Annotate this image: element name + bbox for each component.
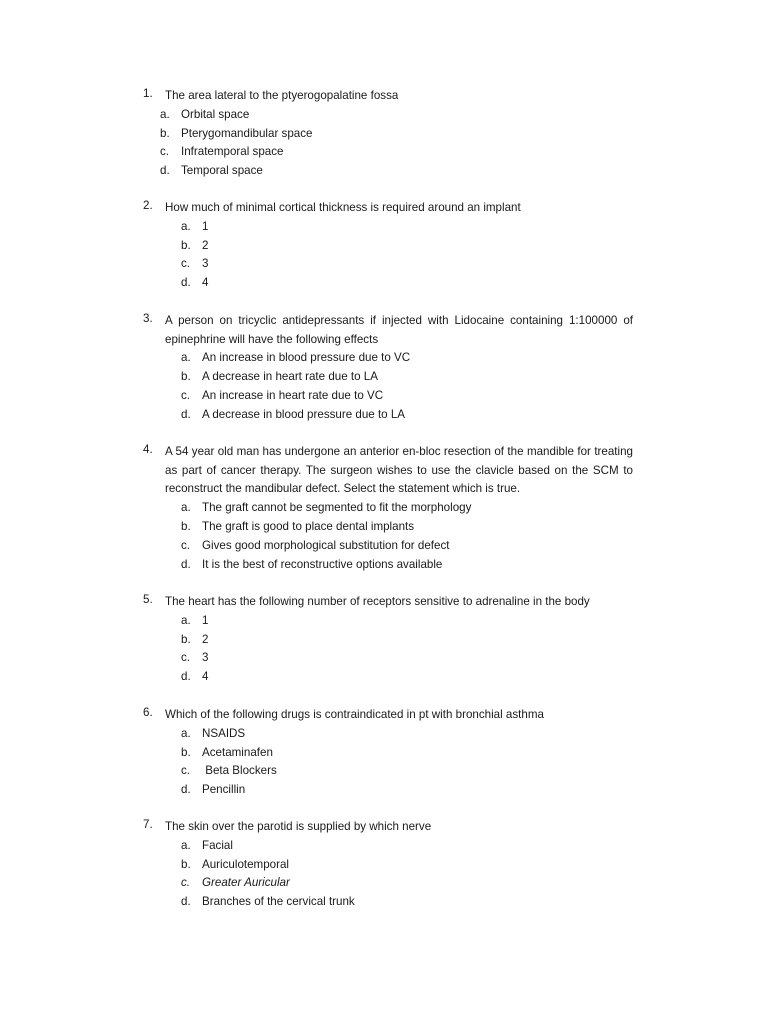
question-text: A person on tricyclic antidepressants if injected with Lidocaine containing 1:100000 of epinephrine will have the following effects <box>165 314 633 346</box>
option-letter: c. <box>181 538 191 552</box>
option-text: 1 <box>202 219 209 233</box>
option-letter: b. <box>181 632 191 646</box>
option-letter: d. <box>181 557 191 571</box>
option-b <box>181 631 633 650</box>
option-text: NSAIDS <box>202 726 246 740</box>
question-6 <box>143 706 633 800</box>
option-letter: d. <box>160 164 170 178</box>
option-text: An increase in heart rate due to VC <box>202 389 384 402</box>
option-text: Facial <box>202 838 233 852</box>
option-text: A decrease in blood pressure due to LA <box>202 407 406 421</box>
option-text: Gives good morphological substitution for defect <box>202 538 450 552</box>
option-letter: c. <box>181 876 191 890</box>
option-a <box>181 349 633 368</box>
option-d <box>181 668 633 687</box>
option-letter: b. <box>181 519 191 533</box>
question-7 <box>143 818 633 912</box>
option-letter: b. <box>181 857 191 871</box>
question-text: The area lateral to the ptyerogopalatine fossa <box>165 89 399 102</box>
option-b <box>181 744 633 763</box>
option-letter: a. <box>181 351 191 365</box>
question-text: Which of the following drugs is contraindicated in pt with bronchial asthma <box>165 708 544 721</box>
option-text: Pterygomandibular space <box>181 126 313 140</box>
option-c <box>181 537 633 556</box>
option-c <box>181 387 633 406</box>
option-d <box>181 274 633 293</box>
option-letter: c. <box>181 257 191 271</box>
option-text: 3 <box>202 257 209 271</box>
option-c <box>181 649 633 668</box>
option-c <box>181 874 633 893</box>
option-text: 3 <box>202 651 209 665</box>
question-number: 7. <box>143 818 153 831</box>
option-text: 2 <box>202 632 209 646</box>
question-text: A 54 year old man has undergone an anterior en-bloc resection of the mandible for treating as part of cancer therapy. The surgeon wishes to use the clavicle based on the SCM to reconstruct the mandibular defect. Select the statement which is true. <box>165 445 633 496</box>
option-a <box>181 218 633 237</box>
option-letter: c. <box>160 145 170 159</box>
question-text: How much of minimal cortical thickness is required around an implant <box>165 201 521 214</box>
option-text: Infratemporal space <box>181 145 284 159</box>
option-a <box>181 837 633 856</box>
option-c <box>181 762 633 781</box>
option-d <box>181 893 633 912</box>
question-number: 6. <box>143 706 153 719</box>
option-letter: a. <box>181 501 191 515</box>
option-text: 4 <box>202 670 209 684</box>
option-a <box>181 612 633 631</box>
question-number: 3. <box>143 312 153 325</box>
option-a <box>181 499 633 518</box>
question-text: The heart has the following number of receptors sensitive to adrenaline in the body <box>165 595 590 608</box>
option-text: An increase in blood pressure due to VC <box>202 351 411 365</box>
option-text: Greater Auricular <box>202 876 290 890</box>
option-text: Orbital space <box>181 107 250 121</box>
option-a <box>160 106 633 125</box>
question-5 <box>143 593 633 687</box>
option-letter: b. <box>181 238 191 252</box>
option-letter: a. <box>160 107 170 121</box>
option-letter: b. <box>181 745 191 759</box>
option-text: Pencillin <box>202 783 246 797</box>
option-text: It is the best of reconstructive options available <box>202 557 443 571</box>
question-number: 2. <box>143 199 153 212</box>
question-1 <box>143 87 633 181</box>
option-b <box>181 237 633 256</box>
option-c <box>181 255 633 274</box>
option-letter: d. <box>181 276 191 290</box>
option-text: Beta Blockers <box>202 764 277 778</box>
option-letter: b. <box>181 370 191 384</box>
option-d <box>181 781 633 800</box>
question-number: 4. <box>143 443 153 456</box>
option-letter: a. <box>181 838 191 852</box>
option-d <box>181 406 633 425</box>
option-b <box>181 856 633 875</box>
question-number: 5. <box>143 593 153 606</box>
option-b <box>160 125 633 144</box>
option-d <box>160 162 633 181</box>
option-text: The graft cannot be segmented to fit the morphology <box>202 501 472 515</box>
option-letter: d. <box>181 670 191 684</box>
option-text: Auriculotemporal <box>202 857 289 871</box>
option-text: Acetaminafen <box>202 745 273 759</box>
question-4 <box>143 443 633 574</box>
option-letter: a. <box>181 219 191 233</box>
option-text: Branches of the cervical trunk <box>202 895 355 909</box>
option-letter: d. <box>181 783 191 797</box>
option-text: 1 <box>202 613 209 627</box>
option-b <box>181 368 633 387</box>
option-letter: a. <box>181 726 191 740</box>
option-letter: c. <box>181 764 191 778</box>
option-text: 4 <box>202 276 209 290</box>
option-letter: d. <box>181 895 191 909</box>
option-text: A decrease in heart rate due to LA <box>202 370 378 384</box>
option-a <box>181 725 633 744</box>
option-c <box>160 143 633 162</box>
option-letter: d. <box>181 407 191 421</box>
option-letter: b. <box>160 126 170 140</box>
option-text: 2 <box>202 238 209 252</box>
question-text: The skin over the parotid is supplied by which nerve <box>165 820 432 833</box>
option-text: The graft is good to place dental implants <box>202 519 415 533</box>
question-number: 1. <box>143 87 153 100</box>
option-letter: c. <box>181 651 191 665</box>
option-letter: c. <box>181 389 191 402</box>
option-letter: a. <box>181 613 191 627</box>
question-2 <box>143 199 633 293</box>
option-d <box>181 556 633 575</box>
option-b <box>181 518 633 537</box>
question-3 <box>143 312 633 425</box>
option-text: Temporal space <box>181 164 263 178</box>
